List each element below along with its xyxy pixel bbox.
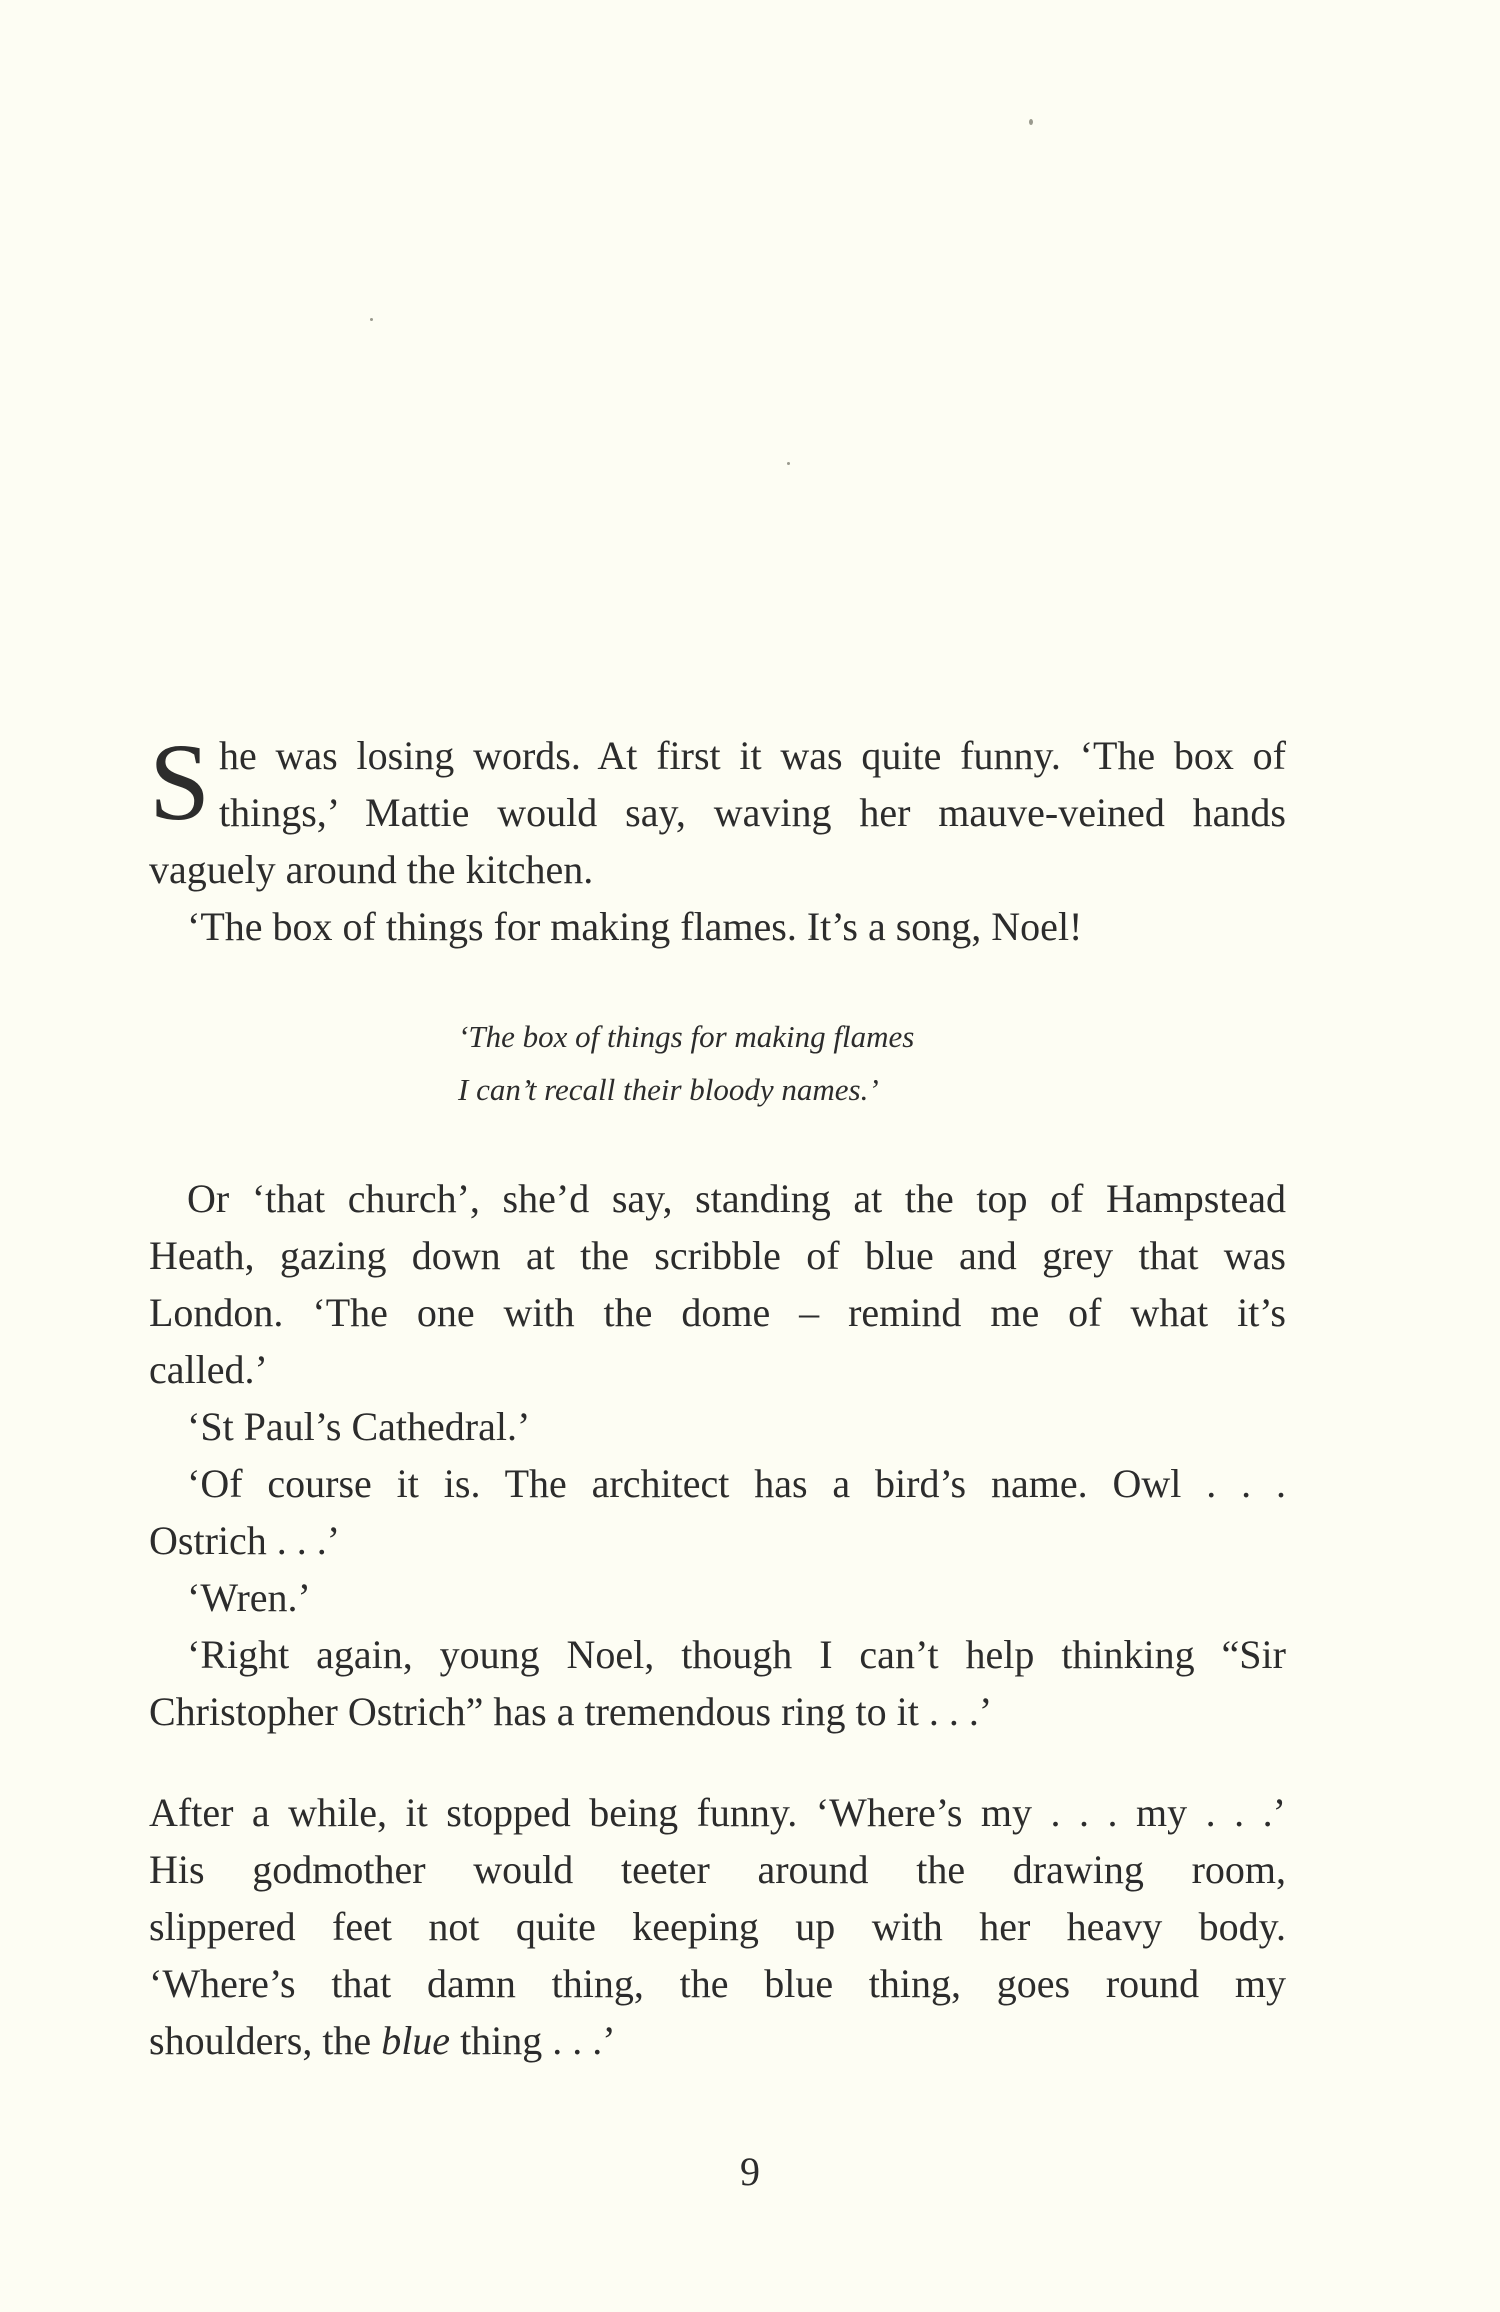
text-line: ‘Of course it is. The architect has a bird’s name. Owl . . . <box>187 1461 1286 1506</box>
verse-line: I can’t recall their bloody names.’ <box>458 1072 879 1107</box>
emphasis-text: blue <box>381 2018 451 2063</box>
verse-line: ‘The box of things for making flames <box>458 1019 915 1054</box>
scan-speck <box>1029 119 1033 125</box>
text-line: Christopher Ostrich” has a tremendous ring to it . . .’ <box>149 1689 993 1734</box>
text-run: shoulders, the <box>149 2018 382 2063</box>
text-line: ‘Where’s that damn thing, the blue thing, goes round my <box>149 1961 1286 2006</box>
text-line: slippered feet not quite keeping up with her heavy body. <box>149 1904 1286 1949</box>
paragraph-dialogue <box>149 1170 1286 1740</box>
text-run: thing . . .’ <box>450 2018 616 2063</box>
text-line: ‘St Paul’s Cathedral.’ <box>187 1404 531 1449</box>
text-line <box>149 2012 1286 2069</box>
verse-quote <box>0 1010 1500 1116</box>
text-line: Or ‘that church’, she’d say, standing at the top of Hampstead <box>187 1176 1286 1221</box>
text-line: Ostrich . . .’ <box>149 1518 341 1563</box>
page-number: 9 <box>740 2149 760 2194</box>
text-line: ‘The box of things for making flames. It’s a song, Noel! <box>187 904 1083 949</box>
text-line: ‘Right again, young Noel, though I can’t help thinking “Sir <box>187 1632 1286 1677</box>
text-line: After a while, it stopped being funny. ‘Where’s my . . . my . . .’ <box>149 1790 1286 1835</box>
paragraph-closing <box>149 1784 1286 2069</box>
text-line: Heath, gazing down at the scribble of blue and grey that was <box>149 1233 1286 1278</box>
text-line: called.’ <box>149 1347 268 1392</box>
text-line: he was losing words. At first it was quite funny. ‘The box of <box>219 733 1286 778</box>
scan-speck <box>787 462 790 465</box>
drop-cap: S <box>149 721 211 843</box>
text-line: ‘Wren.’ <box>187 1575 311 1620</box>
text-line: things,’ Mattie would say, waving her mauve-veined hands <box>219 790 1286 835</box>
paragraph-opening <box>149 721 1286 955</box>
scan-speck <box>370 318 373 321</box>
text-line: His godmother would teeter around the drawing room, <box>149 1847 1286 1892</box>
text-line: London. ‘The one with the dome – remind me of what it’s <box>149 1290 1286 1335</box>
text-line: vaguely around the kitchen. <box>149 847 594 892</box>
